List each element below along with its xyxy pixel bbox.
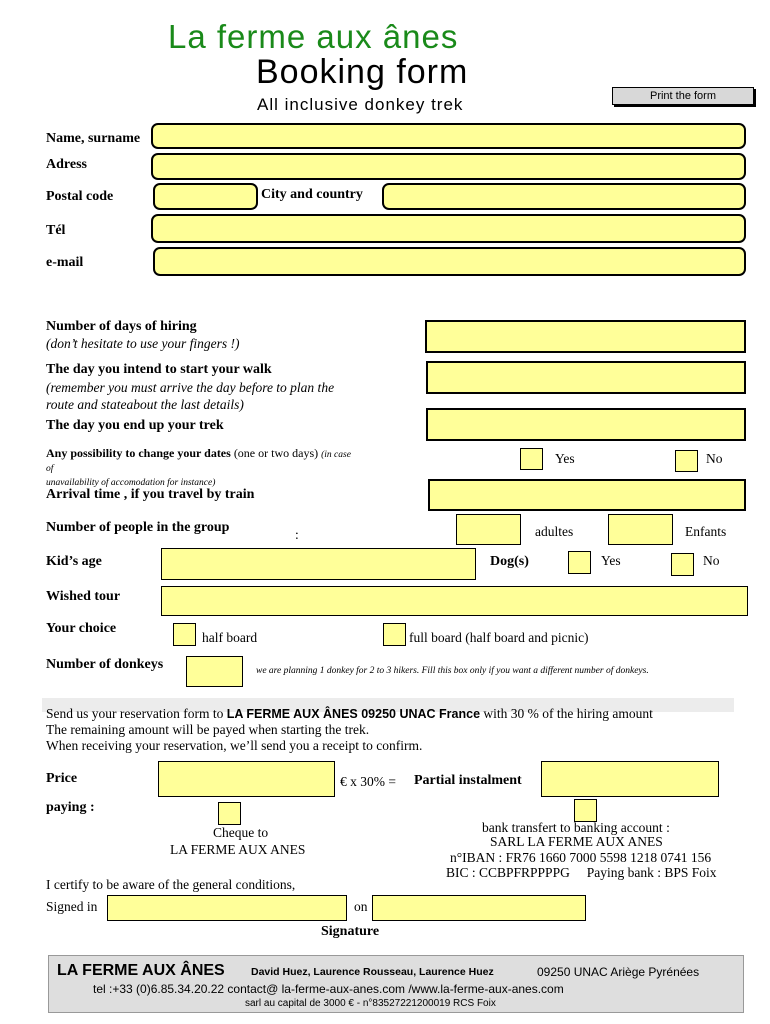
signed-in-label: Signed in bbox=[46, 899, 98, 914]
change-no-checkbox[interactable] bbox=[675, 450, 698, 472]
signed-in-field[interactable] bbox=[107, 895, 347, 921]
days-label: Number of days of hiring bbox=[46, 319, 197, 334]
bank-line-4: BIC : CCBPFRPPPPG Paying bank : BPS Foix bbox=[446, 865, 717, 880]
footer-location: 09250 UNAC Ariège Pyrénées bbox=[537, 965, 700, 979]
email-field[interactable] bbox=[153, 247, 746, 276]
paying-label: paying : bbox=[46, 800, 95, 815]
days-field[interactable] bbox=[425, 320, 746, 353]
change-line bbox=[46, 446, 351, 461]
change-no-label: No bbox=[706, 451, 723, 466]
start-hint-2: route and stateabout the last details) bbox=[46, 397, 244, 412]
postal-label: Postal code bbox=[46, 189, 114, 204]
end-field[interactable] bbox=[426, 408, 746, 441]
price-field[interactable] bbox=[158, 761, 335, 797]
children-label: Enfants bbox=[685, 524, 727, 539]
dogs-label: Dog(s) bbox=[490, 554, 529, 569]
arrival-field[interactable] bbox=[428, 479, 746, 511]
half-board-label: half board bbox=[202, 630, 258, 645]
page-title: Booking form bbox=[256, 53, 469, 91]
adults-label: adultes bbox=[535, 524, 574, 539]
reservation-line-1b: LA FERME AUX ÂNES 09250 UNAC France bbox=[226, 707, 481, 721]
address-field[interactable] bbox=[151, 153, 746, 180]
half-board-checkbox[interactable] bbox=[173, 623, 196, 646]
donkeys-note: we are planning 1 donkey for 2 to 3 hikers. Fill this box only if you want a different number of donkeys. bbox=[256, 666, 649, 676]
brand-title: La ferme aux ânes bbox=[168, 18, 459, 55]
tel-label: Tél bbox=[46, 223, 66, 238]
cheque-line-2: LA FERME AUX ANES bbox=[170, 842, 306, 857]
reservation-line-1 bbox=[46, 706, 653, 722]
footer-people: David Huez, Laurence Rousseau, Laurence Huez bbox=[251, 966, 494, 978]
end-label: The day you end up your trek bbox=[46, 418, 224, 433]
email-label: e-mail bbox=[46, 255, 84, 270]
dogs-yes-label: Yes bbox=[601, 553, 621, 568]
print-button-label: Print the form bbox=[649, 90, 717, 102]
children-field[interactable] bbox=[608, 514, 673, 545]
postal-field[interactable] bbox=[153, 183, 258, 210]
on-label: on bbox=[354, 899, 368, 914]
page-subtitle: All inclusive donkey trek bbox=[257, 95, 464, 114]
change-small-3: unavailability of accomodation for instance) bbox=[46, 478, 216, 488]
footer-contact: tel :+33 (0)6.85.34.20.22 contact@ la-ferme-aux-anes.com /www.la-ferme-aux-anes.com bbox=[93, 982, 564, 996]
print-button[interactable] bbox=[612, 87, 754, 105]
kids-age-field[interactable] bbox=[161, 548, 476, 580]
adults-field[interactable] bbox=[456, 514, 521, 545]
name-label: Name, surname bbox=[46, 131, 141, 146]
reservation-line-3: When receiving your reservation, we’ll send you a receipt to confirm. bbox=[46, 738, 423, 753]
footer-company: LA FERME AUX ÂNES bbox=[57, 962, 225, 979]
change-small-1: (in case bbox=[321, 450, 351, 460]
reservation-line-2: The remaining amount will be payed when starting the trek. bbox=[46, 722, 370, 737]
change-small-2: of bbox=[46, 464, 54, 474]
footer-box bbox=[48, 955, 744, 1013]
tel-field[interactable] bbox=[151, 214, 746, 243]
arrival-label: Arrival time , if you travel by train bbox=[46, 487, 255, 502]
certify-text: I certify to be aware of the general conditions, bbox=[46, 877, 296, 892]
bank-line-2: SARL LA FERME AUX ANES bbox=[490, 834, 663, 849]
choice-label: Your choice bbox=[46, 621, 117, 636]
partial-field[interactable] bbox=[541, 761, 719, 797]
city-field[interactable] bbox=[382, 183, 746, 210]
cheque-line-1: Cheque to bbox=[213, 825, 269, 840]
signature-label: Signature bbox=[321, 924, 380, 939]
tour-label: Wished tour bbox=[46, 589, 121, 604]
price-formula: € x 30% = bbox=[340, 774, 396, 789]
change-yes-checkbox[interactable] bbox=[520, 448, 543, 470]
address-label: Adress bbox=[46, 157, 87, 172]
tour-field[interactable] bbox=[161, 586, 748, 616]
kids-age-label: Kid’s age bbox=[46, 554, 102, 569]
name-field[interactable] bbox=[151, 123, 746, 149]
start-label: The day you intend to start your walk bbox=[46, 362, 272, 377]
dogs-yes-checkbox[interactable] bbox=[568, 551, 591, 574]
bank-line-3: n°IBAN : FR76 1660 7000 5598 1218 0741 156 bbox=[450, 850, 712, 865]
reservation-line-1a: Send us your reservation form to bbox=[46, 706, 224, 721]
people-label: Number of people in the group bbox=[46, 520, 230, 535]
change-label: Any possibility to change your dates bbox=[46, 446, 231, 460]
start-field[interactable] bbox=[426, 361, 746, 394]
people-colon: : bbox=[295, 527, 299, 542]
bank-line-1: bank transfert to banking account : bbox=[482, 820, 670, 835]
price-label: Price bbox=[46, 771, 78, 786]
dogs-no-label: No bbox=[703, 553, 720, 568]
change-note: (one or two days) bbox=[233, 446, 319, 460]
cheque-checkbox[interactable] bbox=[218, 802, 241, 825]
footer-legal: sarl au capital de 3000 € - n°83527221200019 RCS Foix bbox=[245, 998, 496, 1009]
change-yes-label: Yes bbox=[555, 451, 575, 466]
start-hint-1: (remember you must arrive the day before to plan the bbox=[46, 380, 335, 395]
reservation-line-1c: with 30 % of the hiring amount bbox=[483, 706, 653, 721]
donkeys-field[interactable] bbox=[186, 656, 243, 687]
date-field[interactable] bbox=[372, 895, 586, 921]
dogs-no-checkbox[interactable] bbox=[671, 553, 694, 576]
full-board-checkbox[interactable] bbox=[383, 623, 406, 646]
donkeys-label: Number of donkeys bbox=[46, 657, 164, 672]
partial-label: Partial instalment bbox=[414, 773, 522, 788]
city-label: City and country bbox=[261, 187, 363, 202]
days-hint: (don’t hesitate to use your fingers !) bbox=[46, 336, 240, 351]
full-board-label: full board (half board and picnic) bbox=[409, 630, 589, 645]
bank-checkbox[interactable] bbox=[574, 799, 597, 822]
